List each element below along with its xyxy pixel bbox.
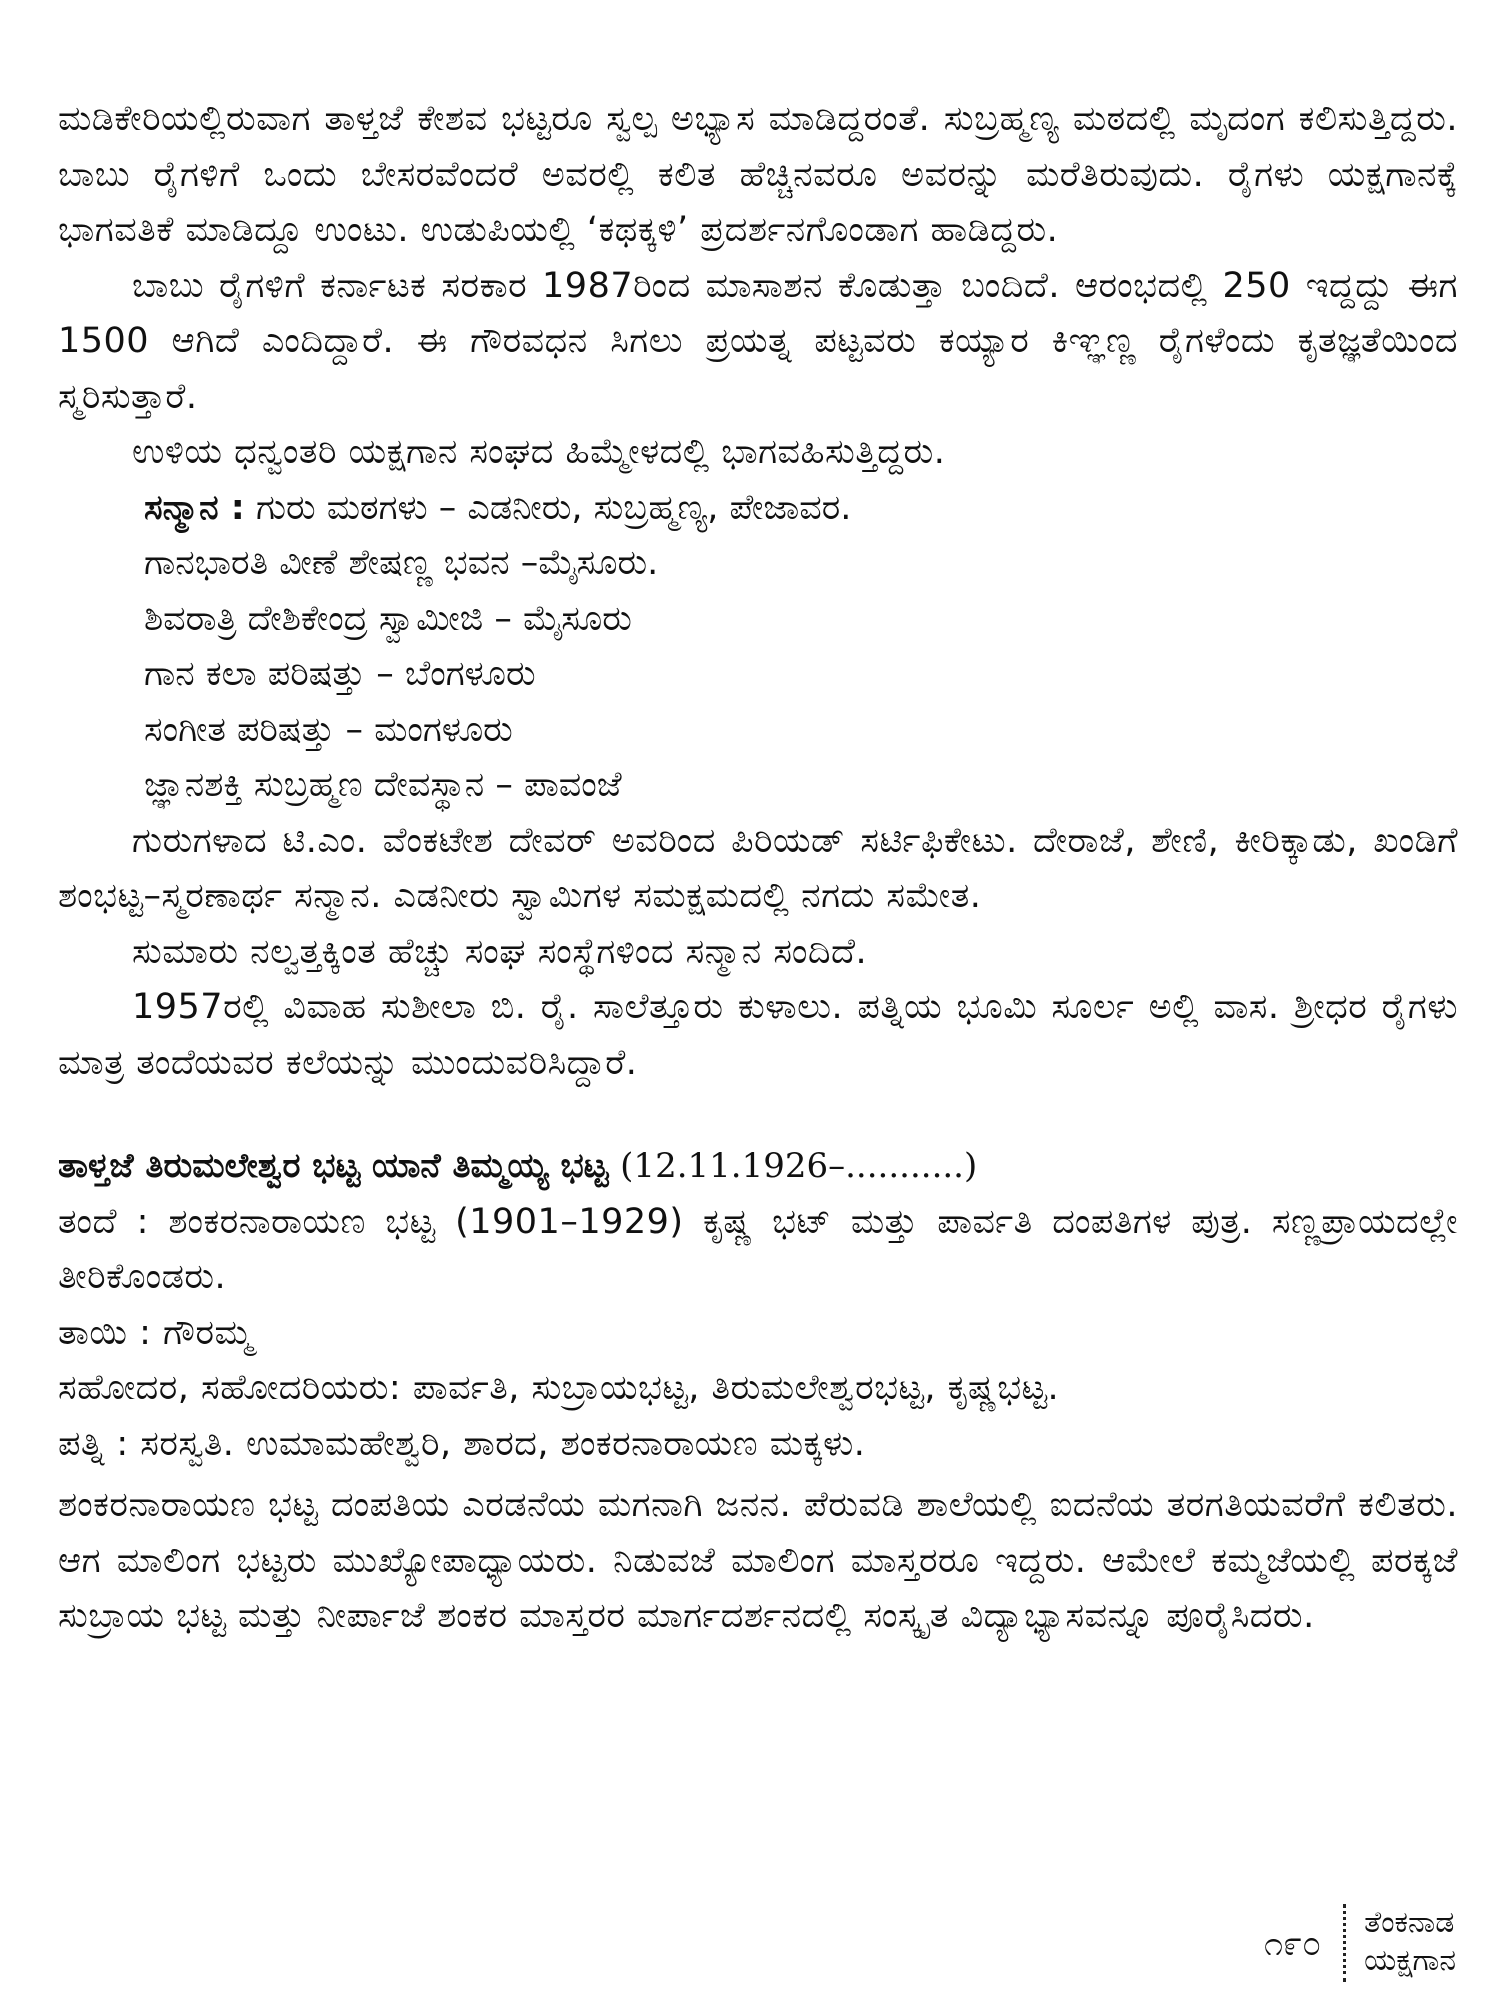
honours-item: ಸಂಗೀತ ಪರಿಷತ್ತು – ಮಂಗಳೂರು [144,709,513,750]
honours-first-item: ಗುರು ಮಠಗಳು – ಎಡನೀರು, ಸುಬ್ರಹ್ಮಣ್ಯ, ಪೇಜಾವರ. [244,487,852,528]
honours-item: ಗಾನ ಕಲಾ ಪರಿಷತ್ತು – ಬೆಂಗಳೂರು [144,654,536,694]
marriage-paragraph: 1957ರಲ್ಲಿ ವಿವಾಹ ಸುಶೀಲಾ ಬಿ. ರೈ. ಸಾಲೆತ್ತೂರು ಕುಳಾಲು. ಪತ್ನಿಯ ಭೂಮಿ ಸೂರ್ಲ ಅಲ್ಲಿ ವಾಸ. ಶ್ರೀಧರ ರೈಗಳು ಮಾತ್ರ ತಂದೆಯವರ ಕಲೆಯನ್ನು ಮುಂದುವರಿಸಿದ್ದಾರೆ. [58,987,1458,1083]
wife-line: ಪತ್ನಿ : ಸರಸ್ವತಿ. ಉಮಾಮಹೇಶ್ವರಿ, ಶಾರದ, ಶಂಕರನಾರಾಯಣ ಮಕ್ಕಳು. [58,1423,866,1464]
honours-first-line [144,481,1458,537]
honours-item: ಶಿವರಾತ್ರಿ ದೇಶಿಕೇಂದ್ರ ಸ್ವಾಮೀಜಿ – ಮೈಸೂರು [144,598,632,639]
mother-line: ತಾಯಿ : ಗೌರಮ್ಮ [58,1312,254,1353]
forty-line: ಸುಮಾರು ನಲ್ವತ್ತಕ್ಕಿಂತ ಹೆಚ್ಚು ಸಂಘ ಸಂಸ್ಥೆಗಳಿಂದ ಸನ್ಮಾನ ಸಂದಿದೆ. [132,931,868,972]
honours-label: ಸನ್ಮಾನ : [144,487,245,528]
troupe-line: ಉಳಿಯ ಧನ್ವಂತರಿ ಯಕ್ಷಗಾನ ಸಂಘದ ಹಿಮ್ಮೇಳದಲ್ಲಿ ಭಾಗವಹಿಸುತ್ತಿದ್ದರು. [132,432,946,472]
honours-item: ಗಾನಭಾರತಿ ವೀಣೆ ಶೇಷಣ್ಣ ಭವನ –ಮೈಸೂರು. [144,543,659,583]
certificate-paragraph: ಗುರುಗಳಾದ ಟಿ.ಎಂ. ವೆಂಕಟೇಶ ದೇವರ್ ಅವರಿಂದ ಪಿರಿಯಡ್ ಸರ್ಟಿಫಿಕೇಟು. ದೇರಾಜೆ, ಶೇಣಿ, ಕೀರಿಕ್ಕಾಡು, ಖಂಡಿಗೆ ಶಂಭಟ್ಟ–ಸ್ಮರಣಾರ್ಥ ಸನ್ಮಾನ. ಎಡನೀರು ಸ್ವಾಮಿಗಳ ಸಮಕ್ಷಮದಲ್ಲಿ ನಗದು ಸಮೇತ. [58,820,1458,916]
page-body [58,92,1458,1645]
footer-divider [1343,1904,1346,1982]
siblings-line: ಸಹೋದರ, ಸಹೋದರಿಯರು: ಪಾರ್ವತಿ, ಸುಬ್ರಾಯಭಟ್ಟ, ತಿರುಮಲೇಶ್ವರಭಟ್ಟ, ಕೃಷ್ಣಭಟ್ಟ. [58,1368,1060,1408]
page-footer [1264,1904,1456,1982]
section-title: ತಾಳ್ತಜೆ ತಿರುಮಲೇಶ್ವರ ಭಟ್ಟ ಯಾನೆ ತಿಮ್ಮಯ್ಯ ಭಟ್ಟ [58,1146,609,1186]
section-dates: (12.11.1926–...........) [620,1146,978,1186]
pension-paragraph: ಬಾಬು ರೈಗಳಿಗೆ ಕರ್ನಾಟಕ ಸರಕಾರ 1987ರಿಂದ ಮಾಸಾಶನ ಕೊಡುತ್ತಾ ಬಂದಿದೆ. ಆರಂಭದಲ್ಲಿ 250 ಇದ್ದದ್ದು ಈಗ 1500 ಆಗಿದೆ ಎಂದಿದ್ದಾರೆ. ಈ ಗೌರವಧನ ಸಿಗಲು ಪ್ರಯತ್ನ ಪಟ್ಟವರು ಕಯ್ಯಾರ ಕಿಞ್ಞಣ್ಣ ರೈಗಳೆಂದು ಕೃತಜ್ಞತೆಯಿಂದ ಸ್ಮರಿಸುತ್ತಾರೆ. [58,265,1458,417]
honours-item: ಜ್ಞಾನಶಕ್ತಿ ಸುಬ್ರಹ್ಮಣ ದೇವಸ್ಥಾನ – ಪಾವಂಜೆ [144,765,622,805]
book-title-line-2: ಯಕ್ಷಗಾನ [1364,1943,1456,1978]
continuation-paragraph: ಮಡಿಕೇರಿಯಲ್ಲಿರುವಾಗ ತಾಳ್ತಜೆ ಕೇಶವ ಭಟ್ಟರೂ ಸ್ವಲ್ಪ ಅಭ್ಯಾಸ ಮಾಡಿದ್ದರಂತೆ. ಸುಬ್ರಹ್ಮಣ್ಯ ಮಠದಲ್ಲಿ ಮೃದಂಗ ಕಲಿಸುತ್ತಿದ್ದರು. ಬಾಬು ರೈಗಳಿಗೆ ಒಂದು ಬೇಸರವೆಂದರೆ ಅವರಲ್ಲಿ ಕಲಿತ ಹೆಚ್ಚಿನವರೂ ಅವರನ್ನು ಮರೆತಿರುವುದು. ರೈಗಳು ಯಕ್ಷಗಾನಕ್ಕೆ ಭಾಗವತಿಕೆ ಮಾಡಿದ್ದೂ ಉಂಟು. ಉಡುಪಿಯಲ್ಲಿ ‘ಕಥಕ್ಕಳಿ’ ಪ್ರದರ್ಶನಗೊಂಡಾಗ ಹಾಡಿದ್ದರು. [58,99,1458,250]
book-title [1364,1904,1456,1980]
education-paragraph: ಶಂಕರನಾರಾಯಣ ಭಟ್ಟ ದಂಪತಿಯ ಎರಡನೆಯ ಮಗನಾಗಿ ಜನನ. ಪೆರುವಡಿ ಶಾಲೆಯಲ್ಲಿ ಐದನೆಯ ತರಗತಿಯವರೆಗೆ ಕಲಿತರು. ಆಗ ಮಾಲಿಂಗ ಭಟ್ಟರು ಮುಖ್ಯೋಪಾಧ್ಯಾಯರು. ನಿಡುವಜೆ ಮಾಲಿಂಗ ಮಾಸ್ತರರೂ ಇದ್ದರು. ಆಮೇಲೆ ಕಮ್ಮಜೆಯಲ್ಲಿ ಪರಕ್ಕಜೆ ಸುಬ್ರಾಯ ಭಟ್ಟ ಮತ್ತು ನೀರ್ಪಾಜೆ ಶಂಕರ ಮಾಸ್ತರರ ಮಾರ್ಗದರ್ಶನದಲ್ಲಿ ಸಂಸ್ಕೃತ ವಿದ್ಯಾಭ್ಯಾಸವನ್ನೂ ಪೂರೈಸಿದರು. [58,1485,1458,1636]
page-number: ೧೯೦ [1263,1924,1322,1964]
father-line: ತಂದೆ : ಶಂಕರನಾರಾಯಣ ಭಟ್ಟ (1901–1929) ಕೃಷ್ಣ ಭಟ್ ಮತ್ತು ಪಾರ್ವತಿ ದಂಪತಿಗಳ ಪುತ್ರ. ಸಣ್ಣಪ್ರಾಯದಲ್ಲೇ ತೀರಿಕೊಂಡರು. [58,1201,1458,1297]
section-heading [58,1139,1458,1195]
book-title-line-1: ತೆಂಕನಾಡ [1364,1905,1455,1940]
